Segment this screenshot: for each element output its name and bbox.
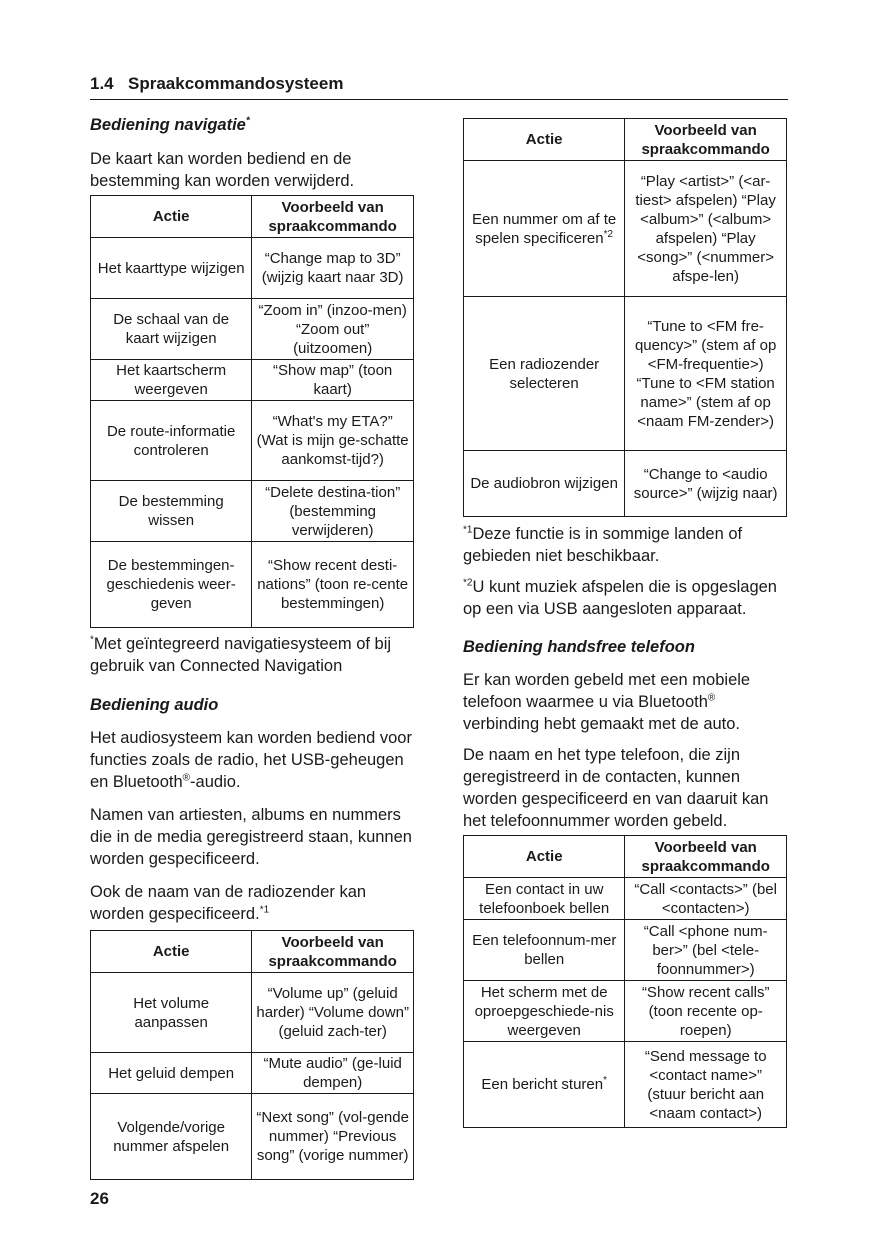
table-row: Een radiozender selecteren “Tune to <FM fre-quency>” (stem af op <FM-frequentie>) “Tune to <FM station name>” (stem af op <naam FM-zender>) <box>464 297 787 451</box>
phone-table <box>463 835 787 1128</box>
table-row: Het kaartscherm weergeven “Show map” (toon kaart) <box>91 360 414 401</box>
table-row: De route-informatie controleren “What's my ETA?” (Wat is mijn ge-schatte aankomst-tijd?) <box>91 401 414 481</box>
table-header-command: Voorbeeld van spraakcommando <box>252 931 414 973</box>
table-row: Een bericht sturen* “Send message to <contact name>” (stuur bericht aan <naam contact>) <box>464 1042 787 1128</box>
table-header-command: Voorbeeld van spraakcommando <box>625 836 787 878</box>
table-header-action: Actie <box>91 196 252 238</box>
left-column <box>90 112 414 1180</box>
phone-paragraph-1: Er kan worden gebeld met een mobiele telefoon waarmee u via Bluetooth® verbinding hebt gemaakt met de auto. <box>463 671 751 733</box>
section-number: 1.4 <box>90 74 114 93</box>
navigation-heading: Bediening navigatie* <box>90 115 250 134</box>
table-row: De schaal van de kaart wijzigen “Zoom in” (inzoo-men) “Zoom out” (uitzoomen) <box>91 299 414 360</box>
table-header-command: Voorbeeld van spraakcommando <box>252 196 414 238</box>
phone-paragraph-2: De naam en het type telefoon, die zijn geregistreerd in de contacten, kunnen worden gespecificeerd en van daaruit kan het telefoonnummer worden gebeld. <box>463 746 769 830</box>
phone-heading: Bediening handsfree telefoon <box>463 638 695 656</box>
table-row: Het kaarttype wijzigen “Change map to 3D” (wijzig kaart naar 3D) <box>91 238 414 299</box>
table-row: Het volume aanpassen “Volume up” (geluid harder) “Volume down” (geluid zach-ter) <box>91 973 414 1053</box>
table-row: Een nummer om af te spelen specificeren$^{*2}$ “Play <artist>” (<ar-tiest> afspelen) “Play <album>” (<album> afspelen) “Play <song>” (<nummer> afspe-len) <box>464 161 787 297</box>
audio-paragraph-2: Namen van artiesten, albums en nummers die in de media geregistreerd staan, kunnen worden gespecificeerd. <box>90 806 412 868</box>
audio-table-continued <box>463 118 787 517</box>
table-header-action: Actie <box>91 931 252 973</box>
table-row: De bestemming wissen “Delete destina-tion” (bestemming verwijderen) <box>91 481 414 542</box>
table-header-action: Actie <box>464 836 625 878</box>
audio-table <box>90 930 414 1180</box>
table-row: Het geluid dempen “Mute audio” (ge-luid dempen) <box>91 1053 414 1094</box>
footnote-1: $^{*1}$Deze functie is in sommige landen of gebieden niet beschikbaar. <box>463 524 743 565</box>
navigation-footnote: *Met geïntegreerd navigatiesysteem of bij gebruik van Connected Navigation <box>90 634 392 675</box>
page-number: 26 <box>90 1189 109 1208</box>
table-row: De bestemmingen-geschiedenis weer-geven “Show recent desti-nations” (toon re-cente bestemmingen) <box>91 542 414 628</box>
navigation-intro: De kaart kan worden bediend en de bestemming kan worden verwijderd. <box>90 150 355 190</box>
table-row: Het scherm met de oproepgeschiede-nis weergeven “Show recent calls” (toon recente op-roepen) <box>464 981 787 1042</box>
table-row: De audiobron wijzigen “Change to <audio source>” (wijzig naar) <box>464 451 787 517</box>
table-row: Een telefoonnum-mer bellen “Call <phone num-ber>” (bel <tele-foonnummer>) <box>464 920 787 981</box>
audio-heading: Bediening audio <box>90 696 219 714</box>
table-row: Volgende/vorige nummer afspelen “Next song” (vol-gende nummer) “Previous song” (vorige nummer) <box>91 1094 414 1180</box>
section-title: Spraakcommandosysteem <box>128 74 344 93</box>
audio-paragraph-1: Het audiosysteem kan worden bediend voor functies zoals de radio, het USB-geheugen en Bluetooth®-audio. <box>90 729 412 791</box>
navigation-table <box>90 195 414 628</box>
table-header-action: Actie <box>464 119 625 161</box>
table-row: Een contact in uw telefoonboek bellen “Call <contacts>” (bel <contacten>) <box>464 878 787 920</box>
right-column <box>463 118 787 1128</box>
table-header-command: Voorbeeld van spraakcommando <box>625 119 787 161</box>
footnote-2: $^{*2}$U kunt muziek afspelen die is opgeslagen op een via USB aangesloten apparaat. <box>463 577 777 618</box>
audio-paragraph-3: Ook de naam van de radiozender kan worden gespecificeerd.$^{*1}$ <box>90 883 367 923</box>
page-header <box>90 72 788 100</box>
